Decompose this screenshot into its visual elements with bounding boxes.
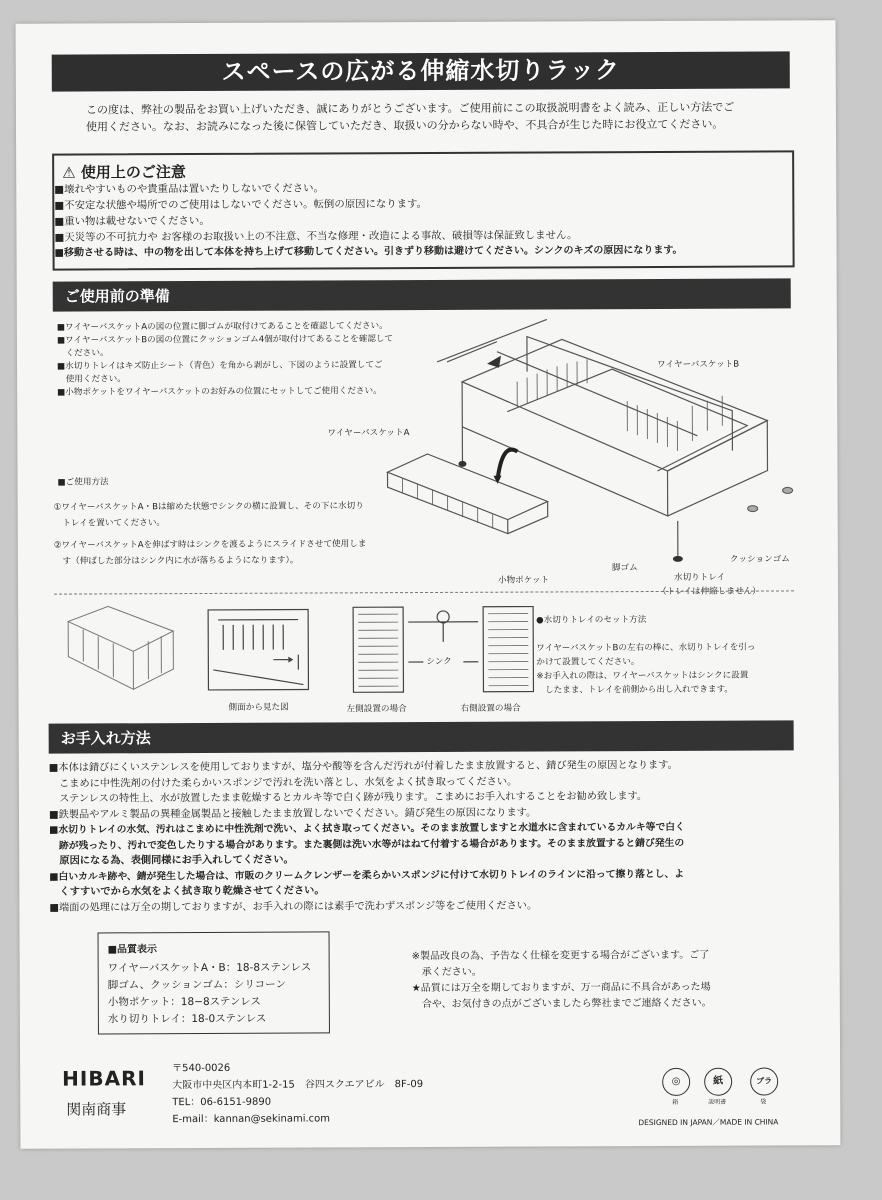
quality-item: 小物ポケット：18−8ステンレス [107,995,261,1009]
label-tray-note: （トレイは伸縮しません） [658,586,761,597]
label-basket-b: ワイヤーバスケットB [657,359,740,370]
label-cushion: クッションゴム [729,554,790,565]
caution-title [62,161,186,183]
instruction-sheet [16,20,841,1149]
quality-title: ■品質表示 [107,944,158,956]
intro-text [86,98,786,135]
how-to-item: す（伸ばした部分はシンク内に水が落ちるようになります）。 [53,555,299,567]
tray-set-line: ワイヤーバスケットBの左右の棒に、水切りトレイを引っ [536,642,756,654]
quality-item: 水り切りトレイ：18-0ステンレス [107,1012,267,1026]
care-item: ■鉄製品やアルミ製品の異種金属製品と接触したまま放置しないでください。錆び発生の原因になります。 [48,807,537,821]
recycle-box-icon: ◎ [662,1068,690,1096]
brand-logo: HIBARI [62,1066,146,1091]
note-line: ※製品改良の為、予告なく仕様を変更する場合がございます。ご了 [411,949,710,963]
tray-set-line: ※お手入れの際は、ワイヤーバスケットはシンクに設置 [536,670,749,682]
caution-item: ■移動させる時は、中の物を出して本体を持ち上げて移動してください。引きずり移動は避けてください。シンクのキズの原因になります。 [54,244,683,259]
care-item: ■白いカルキ跡や、錆が発生した場合は、市販のクリームクレンザーを柔らかいスポンジに付けて水切りトレイのラインに沿って擦り落とし、よ [49,868,685,883]
quality-item: ワイヤーバスケットA・B：18-8ステンレス [107,961,312,975]
how-to-item: トレイを置いてください。 [53,518,166,529]
label-tray: 水切りトレイ [673,572,726,583]
section-care-heading: お手入れ方法 [49,720,794,753]
before-use-item: ■水切りトレイはキズ防止シート（青色）を角から剥がし、下図のように設置してご [57,360,383,372]
tray-set-line: かけて設置してください。 [536,657,640,668]
company-address [172,1059,423,1128]
care-item: 跡が残ったり、汚れで変色したりする場合があります。また裏側は洗い水等がはねて付着する場合があります。そのまま放置すると錆び発生の [49,837,685,852]
install-diagram [348,602,538,703]
how-to-item: ①ワイヤーバスケットA・Bは縮めた状態でシンクの横に設置し、その下に水切り [53,501,364,513]
how-to-item: ②ワイヤーバスケットAを伸ばす時はシンクを渡るようにスライドさせて使用しま [53,539,367,551]
care-item: こまめに中性洗剤の付けた柔らかいスポンジで汚れを洗い落とし、水気をよく拭き取ってください。 [48,776,518,790]
care-item: ■本体は錆びにくいステンレスを使用しておりますが、塩分や酸等を含んだ汚れが付着したまま放置すると、錆び発生の原因となります。 [48,759,678,774]
label-foot: 脚ゴム [611,563,638,574]
recycle-box-label: 箱 [672,1098,679,1106]
recycle-plastic-icon: プラ [750,1067,778,1095]
address-line: TEL：06-6151-9890 [172,1096,272,1109]
tray-set-line: したまま、トレイを前側から出し入れできます。 [536,684,734,696]
care-item: ■端面の処理には万全の期しておりますが、お手入れの際には素手で洗わずスポンジ等をご使用ください。 [49,900,538,914]
label-side-view: 側面から見た図 [228,702,289,713]
tray-set-title: ●水切りトレイのセット方法 [536,615,647,626]
label-pocket: 小物ポケット [497,575,550,586]
care-item: ■水切りトレイの水気、汚れはこまめに中性洗剤で洗い、よく拭き取ってください。そのまま放置しますと水道水に含まれているカルキ等で白く [49,821,685,836]
address-line: E-mail：kannan@sekinami.com [172,1113,331,1126]
care-item: 原因になる為、表側同様にお手入れしてください。 [49,854,294,867]
how-to-list [54,498,367,569]
warning-icon: ⚠ [62,163,76,182]
before-use-item: ください。 [56,348,109,359]
tray-thumbnail-illustration [63,601,178,702]
recycle-paper-label: 説明書 [708,1098,727,1106]
rack-illustration [357,310,798,582]
caution-title-text: 使用上のご注意 [80,163,186,182]
origin-note: DESIGNED IN JAPAN／MADE IN CHINA [638,1117,779,1128]
label-left-install: 左側設置の場合 [346,704,407,715]
care-list [49,757,810,915]
section-before-use-heading: ご使用前の準備 [53,278,791,311]
care-item: くすすいでから水気をよく拭き取り乾燥させてください。 [49,885,325,898]
side-view-diagram [203,605,313,700]
caution-item: ■天災等の不可抗力や お客様のお取扱い上の不注意、不当な修理・改造による事故、破損等は保証致しません。 [54,229,578,244]
quality-list [108,960,312,1029]
label-right-install: 右側設置の場合 [460,703,521,714]
recycle-plastic-label: 袋 [760,1098,767,1106]
company-name: 関南商事 [66,1100,127,1119]
before-use-item: ■ワイヤーバスケットAの図の位置に脚ゴムが取付けてあることを確認してください。 [56,321,388,333]
address-line: 〒540-0026 [172,1062,231,1075]
recycle-paper-icon: 紙 [704,1068,732,1096]
caution-item: ■重い物は載せないでください。 [54,214,210,228]
care-item: ステンレスの特性上、水が放置したまま乾燥するとカルキ等で白く跡が残ります。こまめにお手入れすることをお勧め致します。 [48,791,648,805]
address-line: 大阪市中央区内本町1-2-15 谷四スクエアビル 8F-09 [172,1079,424,1092]
note-line: 承ください。 [411,966,482,979]
caution-item: ■壊れやすいものや貴重品は置いたりしないでください。 [54,182,324,196]
caution-list [54,178,788,261]
before-use-item: ■小物ポケットをワイヤーバスケットのお好みの位置にセットしてご使用ください。 [57,386,382,398]
page-title: スペースの広がる伸縮水切りラック [52,51,790,91]
before-use-item: ■ワイヤーバスケットBの図の位置にクッションゴム4個が取付けてあることを確認して [56,334,394,346]
note-line: 合や、お気付きの点がございましたら弊社までご連絡ください。 [411,997,712,1011]
intro-line: この度は、弊社の製品をお買い上げいただき、誠にありがとうございます。ご使用前にこの取扱説明書をよく読み、正しい方法でご [85,100,735,117]
quality-item: 脚ゴム、クッションゴム：シリコーン [107,978,286,992]
tray-set-text [536,641,755,698]
note-line: ★品質には万全を期しておりますが、万一商品に不具合があった場 [411,981,711,995]
before-use-item: 使用ください。 [57,374,126,385]
label-basket-a: ワイヤーバスケットA [327,428,410,439]
before-use-list [57,320,394,399]
notes [412,947,792,1013]
caution-item: ■不安定な状態や場所でのご使用はしないでください。転倒の原因になります。 [54,198,428,212]
label-sink: シンク [426,656,452,668]
intro-line: 使用ください。なお、お読みになった後に保管していただき、取扱いの分からない時や、不具合が生じた時にお役立てください。 [85,117,724,134]
how-to-title: ■ご使用方法 [57,477,109,488]
